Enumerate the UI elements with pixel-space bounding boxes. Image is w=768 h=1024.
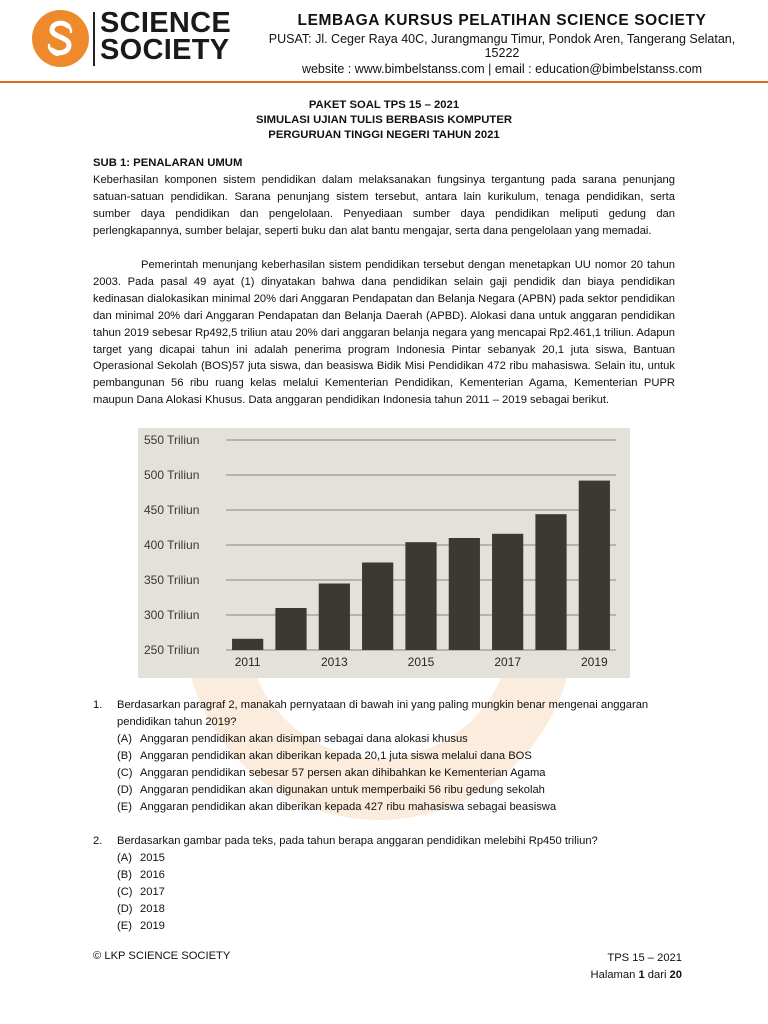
question-1 [93, 697, 683, 816]
x-tick-label: 2017 [494, 655, 522, 669]
question-2 [93, 833, 683, 935]
y-tick-label: 500 Triliun [144, 468, 200, 482]
option-label: (D) [117, 784, 133, 796]
option-text: Anggaran pendidikan sebesar 57 persen akan dihibahkan ke Kementerian Agama [140, 767, 546, 779]
y-tick-label: 350 Triliun [144, 573, 200, 587]
question-number: 1. [93, 699, 103, 711]
logo-wordmark [100, 7, 232, 66]
organization-info [252, 12, 752, 76]
logo-emblem-icon [32, 10, 89, 67]
bar-2019 [579, 481, 610, 650]
bar-2013 [319, 584, 350, 651]
option-text: 2019 [140, 920, 165, 932]
bar-2012 [275, 608, 306, 650]
option-label: (C) [117, 767, 133, 779]
option-label: (C) [117, 886, 133, 898]
budget-bar-chart [138, 428, 630, 678]
document-title-block [0, 98, 768, 143]
logo-divider [93, 12, 95, 66]
option-label: (A) [117, 852, 132, 864]
question-number: 2. [93, 835, 103, 847]
option-b[interactable] [117, 867, 683, 884]
option-label: (E) [117, 801, 132, 813]
option-label: (B) [117, 869, 132, 881]
option-d[interactable] [117, 901, 683, 918]
y-tick-label: 550 Triliun [144, 433, 200, 447]
option-d[interactable] [117, 782, 683, 799]
x-tick-label: 2011 [234, 655, 261, 669]
option-text: Anggaran pendidikan akan diberikan kepada 20,1 juta siswa melalui dana BOS [140, 750, 532, 762]
section-heading: SUB 1: PENALARAN UMUM [93, 157, 243, 169]
page-current: 1 [638, 969, 645, 981]
x-tick-label: 2013 [320, 655, 348, 669]
option-text: Anggaran pendidikan akan digunakan untuk memperbaiki 56 ribu gedung sekolah [140, 784, 545, 796]
y-tick-label: 450 Triliun [144, 503, 200, 517]
bar-2011 [232, 639, 263, 650]
option-label: (D) [117, 903, 133, 915]
header-divider [0, 81, 768, 83]
question-stem: Berdasarkan paragraf 2, manakah pernyataan di bawah ini yang paling mungkin benar mengenai anggaran pendidikan tahun 2019? [117, 699, 649, 728]
footer-package-code: TPS 15 – 2021 [607, 952, 682, 964]
bar-2014 [362, 563, 393, 651]
y-tick-label: 250 Triliun [144, 643, 200, 657]
organization-name: LEMBAGA KURSUS PELATIHAN SCIENCE SOCIETY [297, 12, 707, 29]
option-text: Anggaran pendidikan akan diberikan kepada 427 ribu mahasiswa sebagai beasiswa [140, 801, 557, 813]
option-a[interactable] [117, 731, 683, 748]
option-label: (B) [117, 750, 132, 762]
option-text: 2018 [140, 903, 165, 915]
bar-2018 [535, 514, 566, 650]
paragraph-2: Pemerintah menunjang keberhasilan sistem pendidikan tersebut dengan menetapkan UU nomor 20 tahun 2003. Pada pasal 49 ayat (1) dinyatakan bahwa dana pendidikan selain gaji pendidik dan biaya pendidikan kedinasan dialokasikan minimal 20% dari Anggaran Pendapatan dan Belanja Negara (APBN) pada sektor pendidikan dan minimal 20% dari Anggaran Pendapatan dan Belanja Daerah (APBD). Alokasi dana untuk anggaran pendidikan tahun 2019 sebesar Rp492,5 triliun atau 20% dari anggaran belanja negara yang mencapai Rp2.461,1 triliun. Adapun target yang dicapai tahun ini adalah penerima program Indonesia Pintar sebanyak 20,1 juta siswa, Bantuan Operasional Sekolah (BOS)57 juta siswa, dan beasiswa Bidik Misi Pendidikan 472 ribu mahasiswa. Selain itu, untuk pembangunan 56 ribu ruang kelas melalui Kementerian Pendidikan, Kementerian Agama, Kementerian PUPR maupun Dana Alokasi Khusus. Data anggaran pendidikan Indonesia tahun 2011 – 2019 sebagai berikut. [93, 259, 675, 407]
option-text: 2015 [140, 852, 165, 864]
science-society-logo [32, 7, 237, 70]
logo-line-1: SCIENCE [100, 7, 232, 39]
title-line-1: PAKET SOAL TPS 15 – 2021 [308, 99, 460, 111]
organization-contact: website : www.bimbelstanss.com | email : education@bimbelstanss.com [301, 62, 703, 76]
question-stem: Berdasarkan gambar pada teks, pada tahun berapa anggaran pendidikan melebihi Rp450 triliun? [117, 835, 598, 847]
title-line-3: PERGURUAN TINGGI NEGERI TAHUN 2021 [268, 129, 500, 141]
option-b[interactable] [117, 748, 683, 765]
x-tick-label: 2015 [407, 655, 435, 669]
footer-page-info [540, 950, 682, 984]
option-c[interactable] [117, 884, 683, 901]
bar-2015 [405, 542, 436, 650]
footer-page-number [540, 967, 682, 984]
option-a[interactable] [117, 850, 683, 867]
dari-word: dari [647, 969, 667, 981]
option-text: 2017 [140, 886, 165, 898]
chart-canvas [138, 428, 630, 678]
option-label: (E) [117, 920, 132, 932]
organization-address: PUSAT: Jl. Ceger Raya 40C, Jurangmangu Timur, Pondok Aren, Tangerang Selatan, 15222 [268, 32, 736, 60]
title-line-2: SIMULASI UJIAN TULIS BERBASIS KOMPUTER [255, 114, 513, 126]
bar-2016 [449, 538, 480, 650]
y-tick-label: 300 Triliun [144, 608, 200, 622]
option-label: (A) [117, 733, 132, 745]
y-tick-label: 400 Triliun [144, 538, 200, 552]
halaman-word: Halaman [590, 969, 636, 981]
paragraph-1: Keberhasilan komponen sistem pendidikan dalam melaksanakan fungsinya tergantung pada sarana penunjang satuan-satuan pendidikan. Sarana penunjang sistem tersebut, antara lain kurikulum, tenaga pendidikan, serta sumber daya pendidikan dan pengelolaan. Penyediaan sumber daya pendidikan meliputi gedung dan perlengkapannya, sumber belajar, seperti buku dan alat bantu mengajar, serta dana pengelolaan yang memadai. [93, 174, 675, 237]
option-text: Anggaran pendidikan akan disimpan sebagai dana alokasi khusus [140, 733, 468, 745]
option-text: 2016 [140, 869, 165, 881]
logo-line-2: SOCIETY [100, 34, 230, 66]
bar-2017 [492, 534, 523, 650]
option-e[interactable] [117, 918, 683, 935]
x-tick-label: 2019 [580, 655, 608, 669]
option-c[interactable] [117, 765, 683, 782]
page-total: 20 [669, 969, 682, 981]
footer-copyright: © LKP SCIENCE SOCIETY [93, 950, 231, 962]
option-e[interactable] [117, 799, 683, 816]
